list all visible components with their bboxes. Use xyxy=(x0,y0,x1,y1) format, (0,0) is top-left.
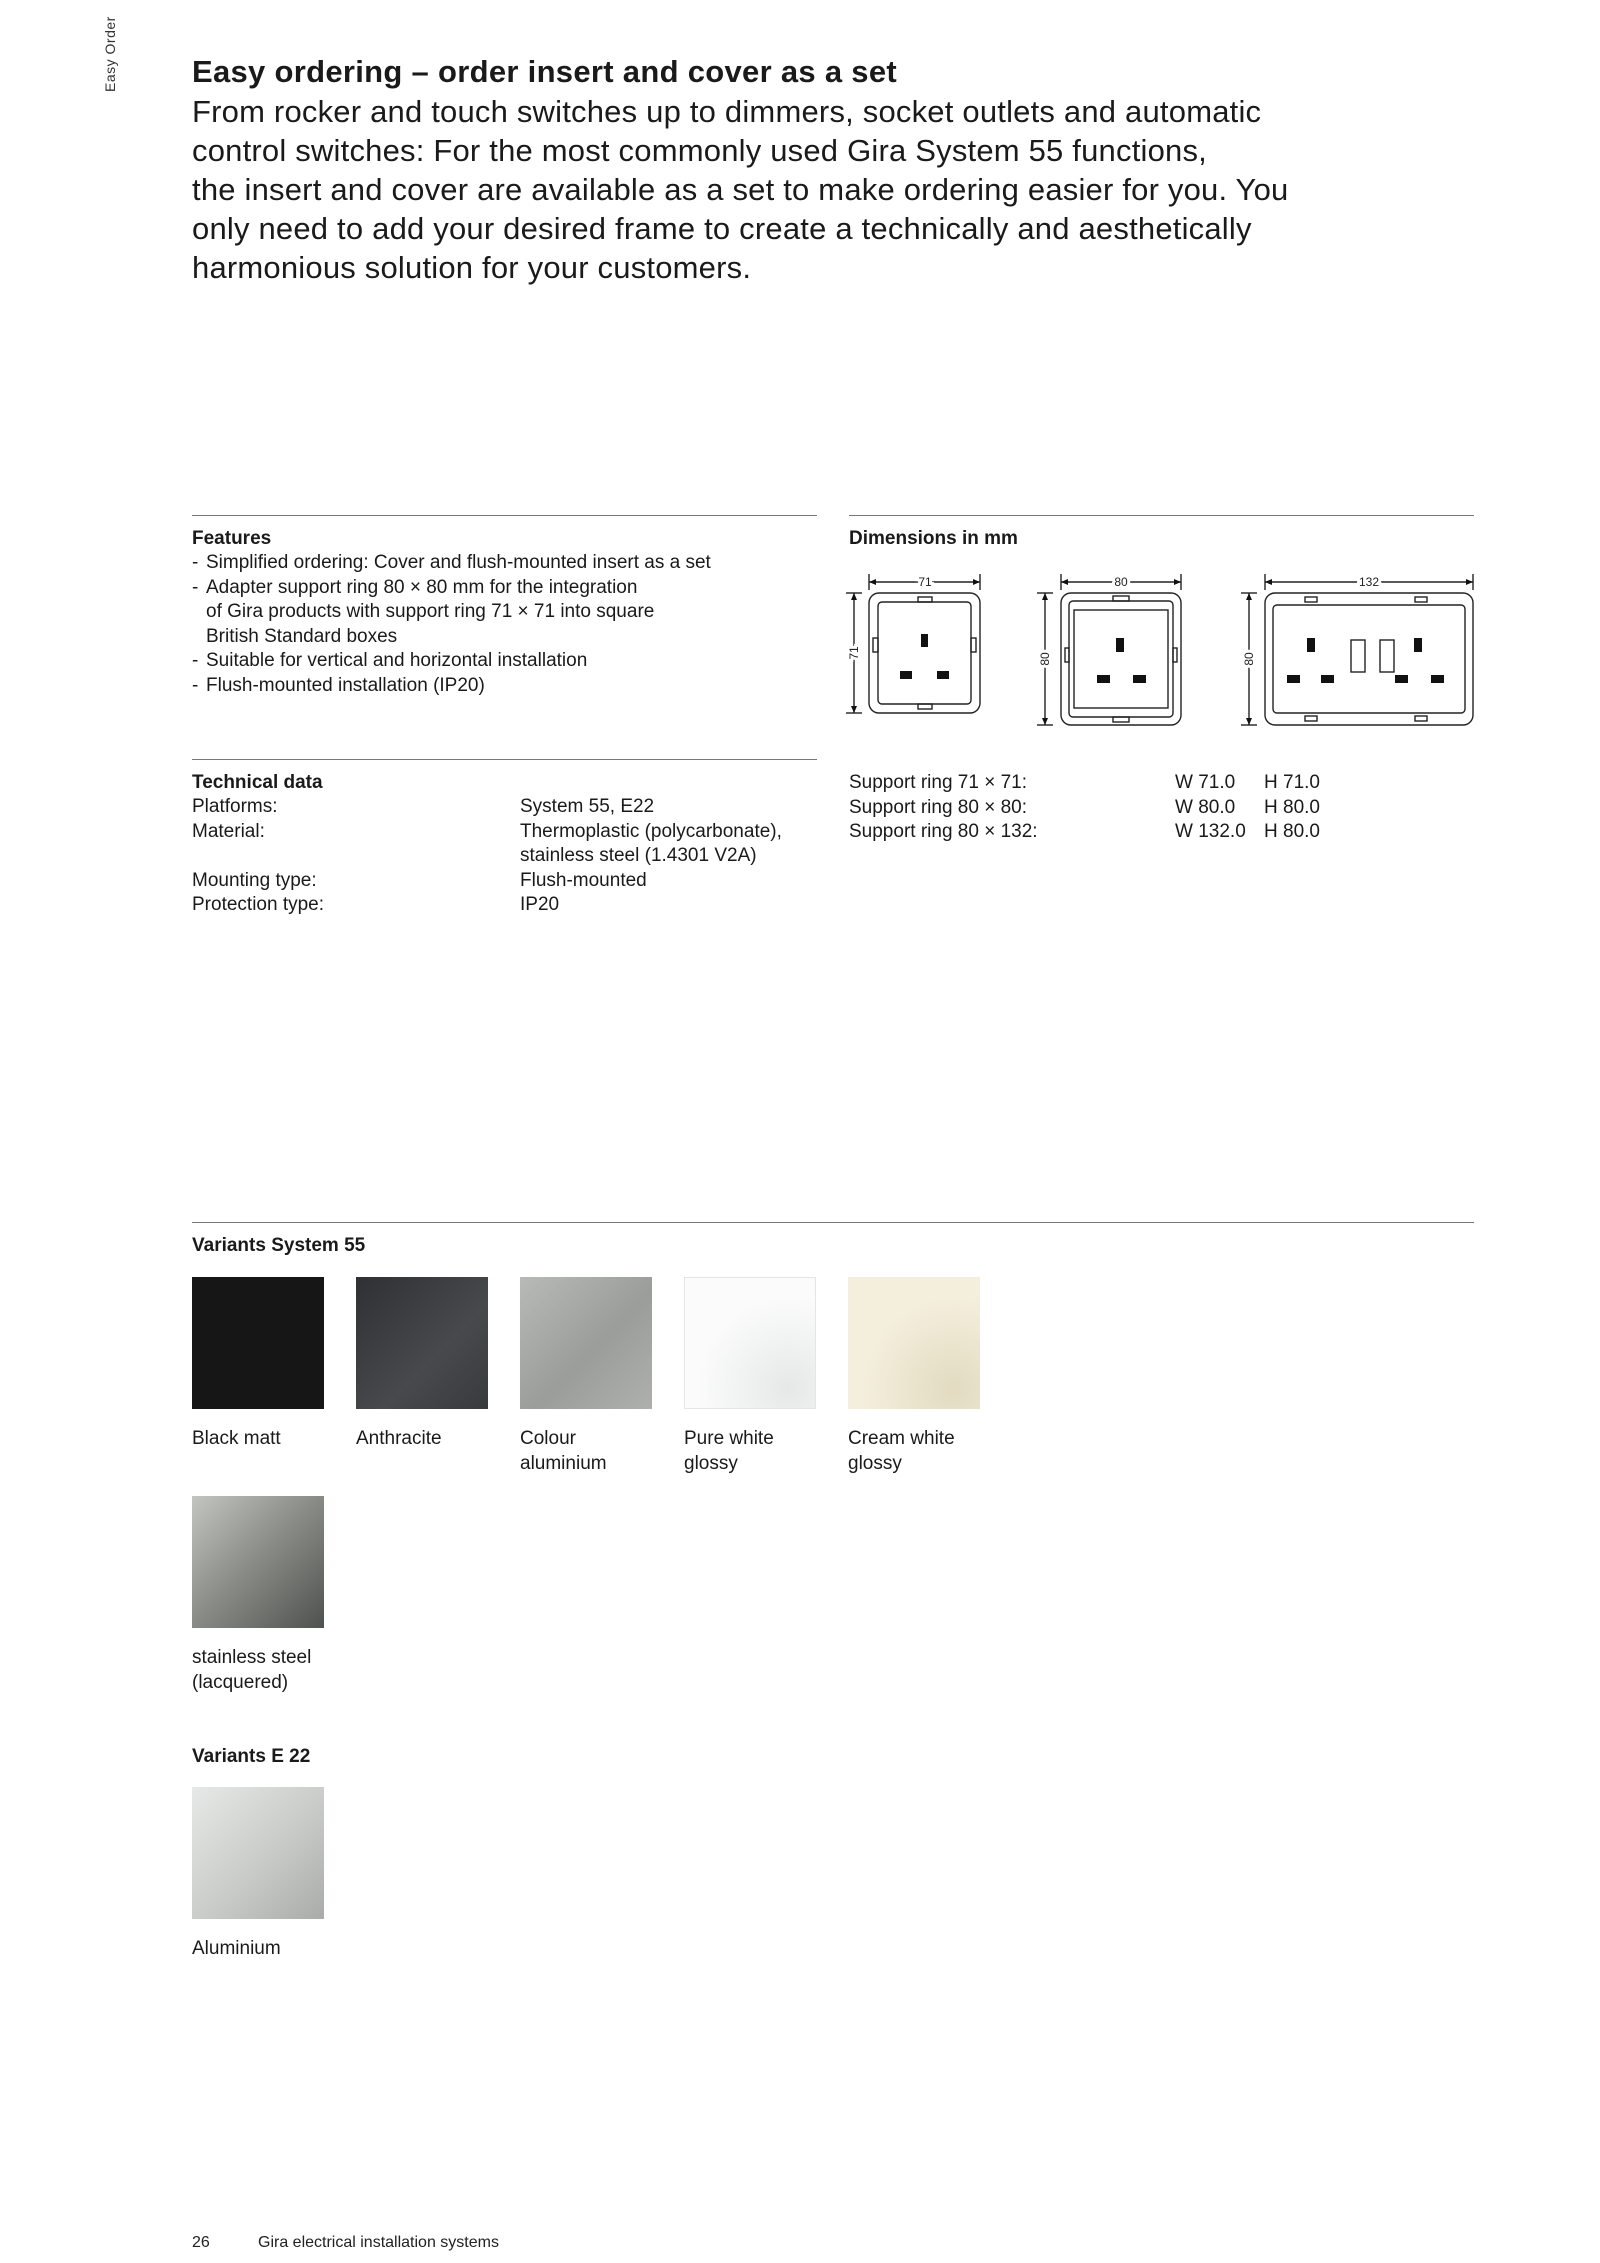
intro-line: control switches: For the most commonly used Gira System 55 functions, xyxy=(192,133,1207,168)
dim-width: W 71.0 xyxy=(1175,772,1236,793)
dimensions-heading: Dimensions in mm xyxy=(849,528,1018,549)
technical-heading: Technical data xyxy=(192,772,323,793)
variants-e22-heading: Variants E 22 xyxy=(192,1746,311,1767)
features-divider xyxy=(192,515,817,516)
dim-width: W 80.0 xyxy=(1175,796,1236,818)
side-tab-label: Easy Order xyxy=(102,16,118,92)
dim-height: H 80.0 xyxy=(1264,796,1320,818)
dim-width: W 132.0 xyxy=(1175,821,1246,842)
intro-line: From rocker and touch switches up to dimmers, socket outlets and automatic xyxy=(192,94,1262,129)
tech-label: Protection type: xyxy=(192,894,325,915)
swatch-label: Black matt xyxy=(192,1428,281,1449)
dim-width-label: 71 xyxy=(918,575,932,589)
swatch-label: Aluminium xyxy=(192,1938,281,1959)
dim-label: Support ring 71 × 71: xyxy=(849,772,1027,793)
dimensions-divider xyxy=(849,515,1474,516)
dim-height-label: 80 xyxy=(1242,652,1256,666)
swatch-colour-aluminium xyxy=(520,1277,652,1409)
variants-divider xyxy=(192,1222,1474,1223)
feature-item: - Simplified ordering: Cover and flush-mounted insert as a set xyxy=(192,551,812,576)
features-heading: Features xyxy=(192,528,272,549)
dim-width-label: 80 xyxy=(1114,575,1128,589)
feature-item: - Adapter support ring 80 × 80 mm for the integration of Gira products with support ring 71 × 71 into square British Standard boxes xyxy=(192,576,812,650)
tech-label: Mounting type: xyxy=(192,869,317,891)
page-number: 26 xyxy=(192,2234,210,2251)
swatch-label: Pure white glossy xyxy=(684,1428,774,1474)
features-list xyxy=(192,551,812,698)
table-row xyxy=(849,820,1320,845)
dim-height-label: 80 xyxy=(1038,652,1052,666)
tech-label: Platforms: xyxy=(192,796,278,817)
intro-block xyxy=(192,52,1452,287)
feature-item: - Flush-mounted installation (IP20) xyxy=(192,674,812,699)
intro-line: the insert and cover are available as a set to make ordering easier for you. You xyxy=(192,172,1289,207)
dim-label: Support ring 80 × 132: xyxy=(849,821,1038,842)
page-title: Easy ordering – order insert and cover as a set xyxy=(192,54,897,89)
swatch-pure-white-glossy xyxy=(684,1277,816,1409)
tech-label: Material: xyxy=(192,820,265,842)
dim-height-label: 71 xyxy=(847,646,861,660)
swatch-anthracite xyxy=(356,1277,488,1409)
swatch-label: Colour aluminium xyxy=(520,1428,607,1474)
dim-label: Support ring 80 × 80: xyxy=(849,796,1027,818)
tech-value: Thermoplastic (polycarbonate), stainless steel (1.4301 V2A) xyxy=(520,820,782,866)
dim-width-label: 132 xyxy=(1358,575,1380,589)
dim-height: H 80.0 xyxy=(1264,821,1320,842)
variants-s55-heading: Variants System 55 xyxy=(192,1235,366,1256)
intro-line: harmonious solution for your customers. xyxy=(192,250,752,285)
table-row xyxy=(192,795,782,820)
dimension-diagrams xyxy=(845,568,1480,728)
swatch-aluminium xyxy=(192,1787,324,1919)
feature-item: - Suitable for vertical and horizontal installation xyxy=(192,649,812,674)
table-row xyxy=(192,893,782,918)
tech-value: IP20 xyxy=(520,894,560,915)
swatch-label: Cream white glossy xyxy=(848,1428,955,1474)
swatch-black-matt xyxy=(192,1277,324,1409)
technical-divider xyxy=(192,759,817,760)
table-row xyxy=(849,771,1320,796)
technical-table xyxy=(192,795,782,918)
table-row xyxy=(849,796,1320,821)
tech-value: Flush-mounted xyxy=(520,869,647,891)
swatch-label: stainless steel (lacquered) xyxy=(192,1647,312,1693)
tech-value: System 55, E22 xyxy=(520,796,655,817)
table-row xyxy=(192,869,782,894)
swatch-cream-white-glossy xyxy=(848,1277,980,1409)
swatch-stainless-steel-lacquered xyxy=(192,1496,324,1628)
footer-title: Gira electrical installation systems xyxy=(258,2234,499,2251)
dimensions-table xyxy=(849,771,1320,845)
dim-height: H 71.0 xyxy=(1264,772,1320,793)
table-row xyxy=(192,820,782,869)
intro-line: only need to add your desired frame to create a technically and aesthetically xyxy=(192,211,1252,246)
swatch-label: Anthracite xyxy=(356,1428,442,1449)
